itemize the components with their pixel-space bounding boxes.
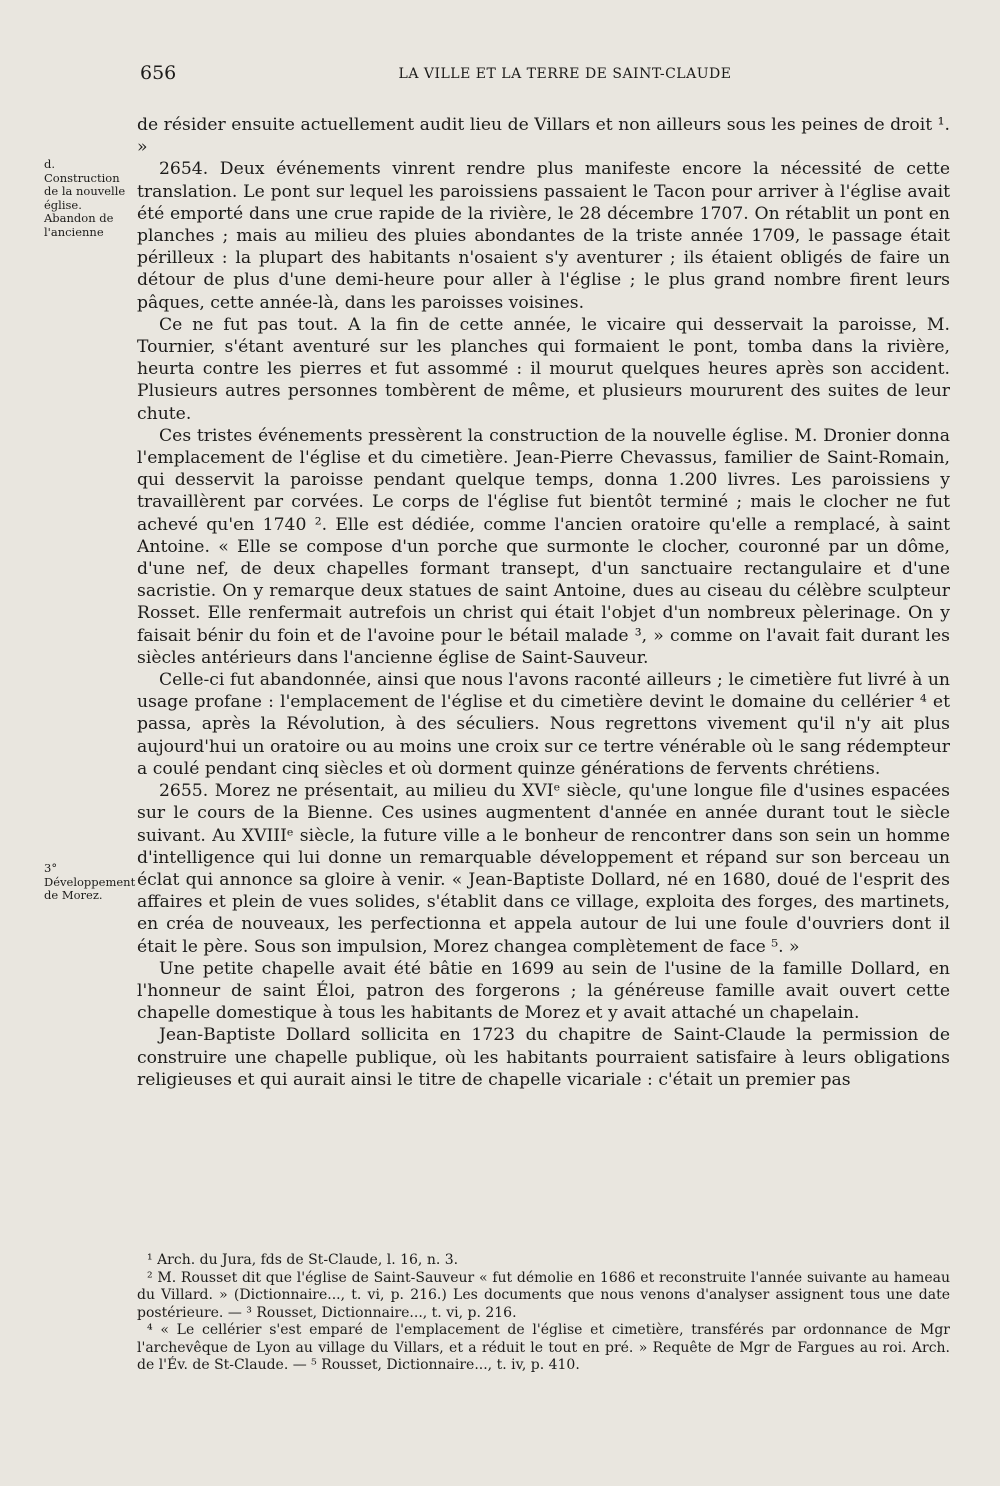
footnote: ⁴ « Le cellérier s'est emparé de l'emplacement de l'église et cimetière, transférés par ordonnance de Mgr l'archevêque de Lyon au village du Villars, et a réduit le tout en pré. » Requête de Mgr de Fargues au roi. Arch. de l'Év. de St-Claude. — ⁵ Rousset, Dictionnaire..., t. iv, p. 410.: [137, 1322, 950, 1373]
paragraph: Ce ne fut pas tout. A la fin de cette année, le vicaire qui desservait la paroisse, M. Tournier, s'étant aventuré sur les planches qui formaient le pont, tomba dans la rivière, heurta contre les pierres et fut assommé : il mourut quelques heures après son accident. Plusieurs autres personnes tombèrent de même, et plusieurs moururent des suites de leur chute.: [137, 314, 950, 424]
paragraph: 2655. Morez ne présentait, au milieu du XVIᵉ siècle, qu'une longue file d'usines espacées sur le cours de la Bienne. Ces usines augmentent d'année en année durant tout le siècle suivant. Au XVIIIᵉ siècle, la future ville a le bonheur de rencontrer dans son sein un homme d'intelligence qui lui donne un remarquable développement et répand sur son berceau un éclat qui annonce sa gloire à venir. « Jean-Baptiste Dollard, né en 1680, doué de l'esprit des affaires et plein de vues solides, s'établit dans ce village, exploita des forges, des martinets, en créa de nouveaux, les perfectionna et appela autour de lui une foule d'ouvriers dont il était le père. Sous son impulsion, Morez changea complètement de face ⁵. »: [137, 781, 950, 957]
paragraph: Jean-Baptiste Dollard sollicita en 1723 du chapitre de Saint-Claude la permission de construire une chapelle publique, où les habitants pourraient satisfaire à leurs obligations religieuses et qui aurait ainsi le titre de chapelle vicariale : c'était un premier pas: [137, 1025, 950, 1090]
paragraph: Une petite chapelle avait été bâtie en 1699 au sein de l'usine de la famille Dollard, en l'honneur de saint Éloi, patron des forgerons ; la généreuse famille avait ouvert cette chapelle domestique à tous les habitants de Morez et y avait attaché un chapelain.: [137, 958, 950, 1024]
page-header: [140, 62, 950, 88]
main-text: [137, 114, 950, 1091]
margin-note-new-church: d. Construction de la nouvelle église. Abandon de l'ancienne: [44, 157, 126, 239]
footnote: ² M. Rousset dit que l'église de Saint-Sauveur « fut démolie en 1686 et reconstruite l'année suivante au hameau du Villard. » (Dictionnaire..., t. vi, p. 216.) Les documents que nous venons d'analyser assignent tous une date postérieure. — ³ Rousset, Dictionnaire..., t. vi, p. 216.: [137, 1269, 950, 1321]
paragraph: Ces tristes événements pressèrent la construction de la nouvelle église. M. Dronier donna l'emplacement de l'église et du cimetière. Jean-Pierre Chevassus, familier de Saint-Romain, qui desservit la paroisse pendant quelque temps, donna 1.200 livres. Les paroissiens y travaillèrent par corvées. Le corps de l'église fut bientôt terminé ; mais le clocher ne fut achevé qu'en 1740 ². Elle est dédiée, comme l'ancien oratoire qu'elle a remplacé, à saint Antoine. « Elle se compose d'un porche que surmonte le clocher, couronné par un dôme, d'une nef, de deux chapelles formant transept, d'un sanctuaire rectangulaire et d'une sacristie. On y remarque deux statues de saint Antoine, dues au ciseau du célèbre sculpteur Rosset. Elle renfermait autrefois un christ qui était l'objet d'un nombreux pèlerinage. On y faisait bénir du foin et de l'avoine pour le bétail malade ³, » comme on l'avait fait durant les siècles antérieurs dans l'ancienne église de Saint-Sauveur.: [137, 425, 950, 668]
margin-note-morez: 3° Développement de Morez.: [44, 861, 136, 902]
footnotes: [137, 1252, 950, 1375]
page-number: 656: [140, 62, 177, 84]
footnote: ¹ Arch. du Jura, fds de St-Claude, l. 16, n. 3.: [147, 1252, 459, 1268]
paragraph: Celle-ci fut abandonnée, ainsi que nous l'avons raconté ailleurs ; le cimetière fut livré à un usage profane : l'emplacement de l'église et du cimetière devint le domaine du cellérier ⁴ et passa, après la Révolution, à des séculiers. Nous regrettons vivement qu'il n'y ait plus aujourd'hui un oratoire ou au moins une croix sur ce tertre vénérable où le sang rédempteur a coulé pendant cinq siècles et où dorment quinze générations de fervents chrétiens.: [137, 670, 950, 779]
paragraph: de résider ensuite actuellement audit lieu de Villars et non ailleurs sous les peines de droit ¹. »: [137, 115, 950, 158]
paragraph: 2654. Deux événements vinrent rendre plus manifeste encore la nécessité de cette translation. Le pont sur lequel les paroissiens passaient le Tacon pour arriver à l'église avait été emporté dans une crue rapide de la rivière, le 28 décembre 1707. On rétablit un pont en planches ; mais au milieu des pluies abondantes de la triste année 1709, le passage était périlleux : la plupart des habitants n'osaient s'y aventurer ; ils étaient obligés de faire un détour de plus d'une demi-heure pour aller à l'église ; le plus grand nombre firent leurs pâques, cette année-là, dans les paroisses voisines.: [137, 159, 950, 313]
running-title: LA VILLE ET LA TERRE DE SAINT-CLAUDE: [398, 66, 732, 82]
